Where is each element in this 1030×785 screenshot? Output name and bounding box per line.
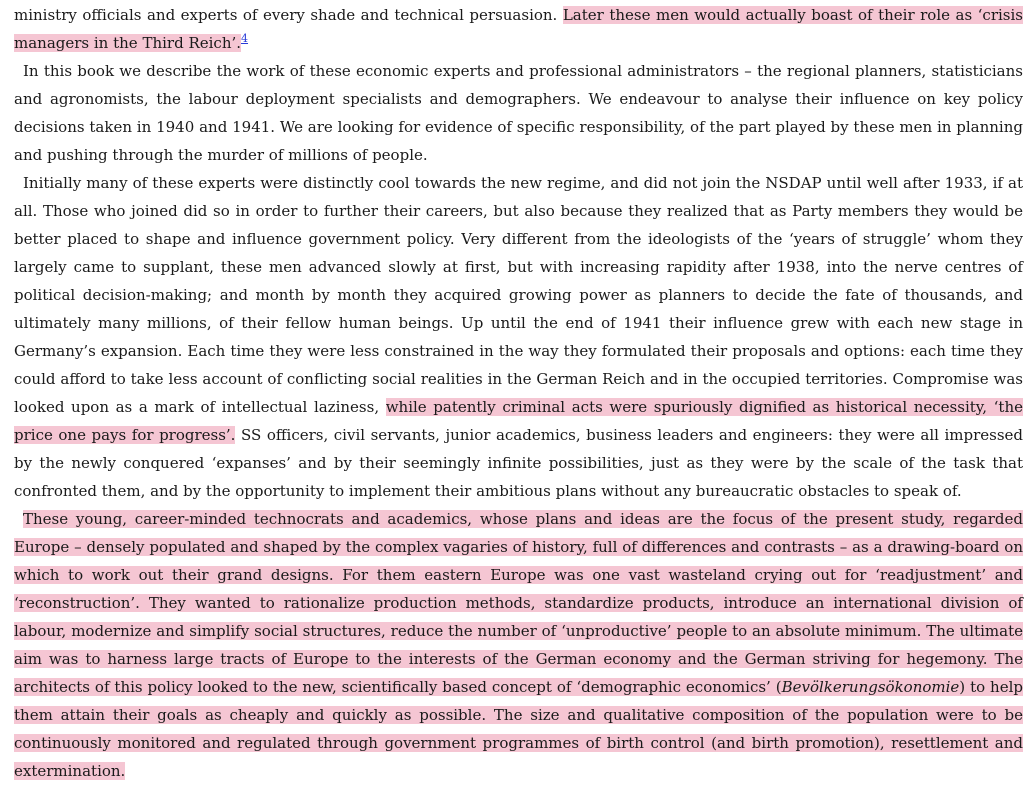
paragraph-4-text-before: These young, career-minded technocrats and academics, whose plans and ideas are the focus of the present study, regarded Europe – densely populated and shaped by the complex vagaries of history, full of differences and contrasts – as a drawing-board on which to work out their grand designs. For them eastern Europe was one vast wasteland crying out for ‘readjustment’ and ‘reconstruction’. They wanted to rationalize production methods, standardize products, introduce an international division of labour, modernize and simplify social structures, reduce the number of ‘unproductive’ people to an absolute minimum. The ultimate aim was to harness large tracts of Europe to the interests of the German economy and the German striving for hegemony. The architects of this policy looked to the new, scientifically based concept of ‘demographic economics’ ( bbox=[14, 510, 1023, 696]
paragraph-1 bbox=[14, 1, 1023, 57]
paragraph-1-text: ministry officials and experts of every shade and technical persuasion. bbox=[14, 6, 563, 24]
highlighted-passage-3[interactable] bbox=[14, 510, 1023, 780]
footnote-link[interactable]: 4 bbox=[241, 32, 249, 45]
paragraph-3-text-before: Initially many of these experts were distinctly cool towards the new regime, and did not join the NSDAP until well after 1933, if at all. Those who joined did so in order to further their careers, but also because they realized that as Party members they would be better placed to shape and influence government policy. Very different from the ideologists of the ‘years of struggle’ whom they largely came to supplant, these men advanced slowly at first, but with increasing rapidity after 1938, into the nerve centres of political decision-making; and month by month they acquired growing power as planners to decide the fate of thousands, and ultimately many millions, of their fellow human beings. Up until the end of 1941 their influence grew with each new stage in Germany’s expansion. Each time they were less constrained in the way they formulated their proposals and options: each time they could afford to take less account of conflicting social realities in the German Reich and in the occupied territories. Compromise was looked upon as a mark of intellectual laziness, bbox=[14, 174, 1023, 416]
paragraph-3-text-after: SS officers, civil servants, junior academics, business leaders and engineers: they were all impressed by the newly conquered ‘expanses’ and by their seemingly infinite possibilities, just as they were by the scale of the task that confronted them, and by the opportunity to implement their ambitious plans without any bureaucratic obstacles to speak of. bbox=[14, 426, 1023, 500]
paragraph-3 bbox=[14, 169, 1023, 505]
paragraph-2: In this book we describe the work of these economic experts and professional administrators – the regional planners, statisticians and agronomists, the labour deployment specialists and demographers. We endeavour to analyse their influence on key policy decisions taken in 1940 and 1941. We are looking for evidence of specific responsibility, of the part played by these men in planning and pushing through the murder of millions of people. bbox=[14, 62, 1023, 164]
paragraph-4-text-after: ) to help them attain their goals as cheaply and quickly as possible. The size and qualitative composition of the population were to be continuously monitored and regulated through government programmes of birth control (and birth promotion), resettlement and extermination. bbox=[14, 678, 1023, 780]
italic-term: Bevölkerungsökonomie bbox=[781, 678, 960, 696]
document-page bbox=[14, 1, 1023, 785]
highlighted-passage-2[interactable]: while patently criminal acts were spuriously dignified as historical necessity, ‘the price one pays for progress’. bbox=[14, 398, 1023, 444]
highlighted-passage-1[interactable]: Later these men would actually boast of their role as ‘crisis managers in the Third Reich’. bbox=[14, 6, 1023, 52]
paragraph-4 bbox=[14, 505, 1023, 785]
